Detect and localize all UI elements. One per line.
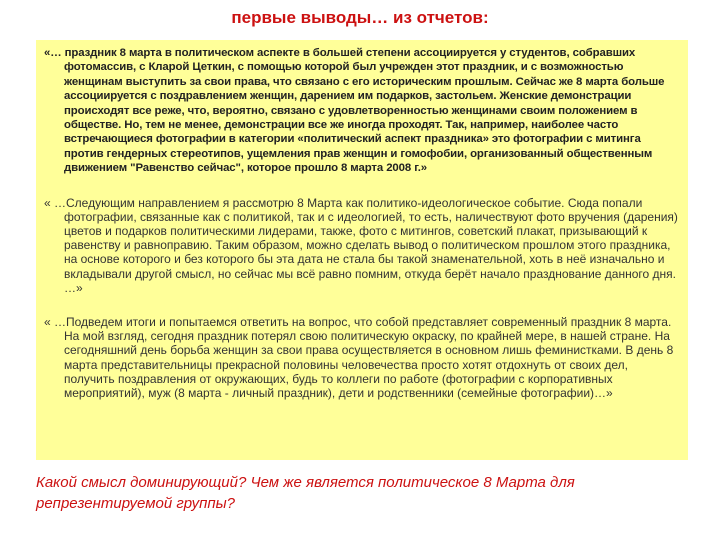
quote-paragraph-1: «… праздник 8 марта в политическом аспекте в большей степени ассоциируется у студентов, собравших фотомассив, с Кларой Цеткин, с помощью которой был учрежден этот праздник, и с возможностью женщинам выступить за свои права, что связано с его историческим прошлым. Сейчас же 8 марта больше ассоциируется с поздравлением женщин, дарением им подарков, застольем. Женские демонстрации происходят все реже, что, вероятно, связано с удовлетворенностью женщинами своим положением в обществе. Но, тем не менее, демонстрации все же иногда проходят. Так, например, наиболее часто встречающиеся фотографии в категории «политический аспект праздника» это фотографии с митинга против гендерных стереотипов, ущемления прав женщин и гомофобии, организованный общественным движением "Равенство сейчас", которое прошло 8 марта 2008 г.» xyxy=(44,47,665,175)
quote-paragraph-3: « …Подведем итоги и попытаемся ответить на вопрос, что собой представляет современный праздник 8 марта. На мой взгляд, сегодня праздник потерял свою политическую окраску, по крайней мере, в нашей стране. На сегодняшний день борьба женщин за свои права осуществляется в основном лишь феминистками. В день 8 марта представительницы прекрасной половины человечества просто хотят отдохнуть от своих дел, получить поздравления от окружающих, будь то коллеги по работе (фотографии с корпоративных мероприятий), муж (8 марта - личный праздник), дети и родственники (семейные фотографии)…» xyxy=(44,315,674,401)
quotes-box xyxy=(36,40,688,460)
discussion-question: Какой смысл доминирующий? Чем же является политическое 8 Марта для репрезентируемой группы? xyxy=(36,474,575,512)
quote-paragraph-2: « …Следующим направлением я рассмотрю 8 Марта как политико-идеологическое событие. Сюда попали фотографии, связанные как с политикой, так и с идеологией, то есть, наличествуют фото вручения (дарения) цветов и подарков политическими лидерами, также, фото с митингов, советский плакат, призывающий к равенству и равноправию. Таким образом, можно сделать вывод о политическом прошлом этого праздника, на основе которого и без которого бы эта дата не стала бы такой знаменательной, хоть в неё изначально и вкладывали другой смысл, но сейчас мы всё равно помним, откуда берёт начало празднование данного дня. …» xyxy=(44,195,678,295)
slide-title: первые выводы… из отчетов: xyxy=(231,8,489,27)
